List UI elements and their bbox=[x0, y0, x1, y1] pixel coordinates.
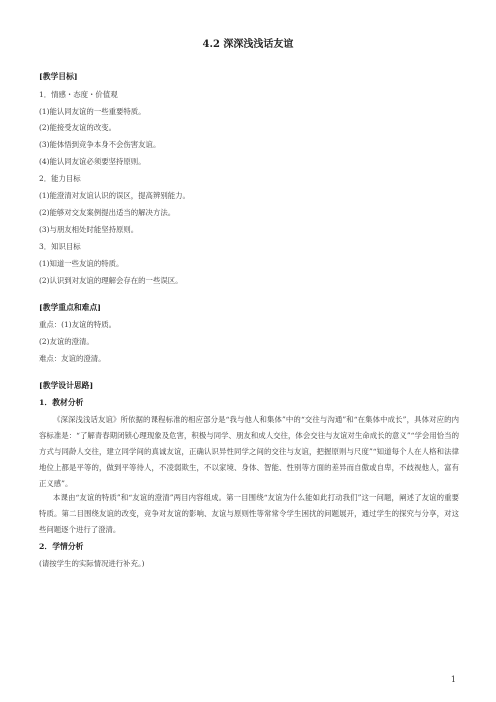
goal-1a: (1)能认同友谊的一些重要特质。 bbox=[39, 107, 146, 116]
goal-1b: (2)能接受友谊的改变。 bbox=[39, 123, 116, 132]
key-point-2: (2)友谊的澄清。 bbox=[39, 337, 94, 346]
paragraph-material-analysis: 《深深浅浅话友谊》所依据的课程标准的相应部分是“我与他人和集体”中的“交往与沟通”和“在集体中成长”，具体对应的内容标准是：“了解青春期闭锁心理现象及危害，积极与同学、朋友和成人交往，体会交往与友谊对生命成长的意义”“学会用恰当的方式与同龄人交往，建立同学间的真诚友谊，正确认识异性同学之间的交往与友谊，把握原则与尺度”“知道每个人在人格和法律地位上都是平等的，做到平等待人，不凌弱欺生，不以家境、身体、智能、性别等方面的差异而自傲或自卑，不歧视他人，富有正义感”。 bbox=[39, 415, 459, 488]
key-point-3: 难点：友谊的澄清。 bbox=[39, 354, 106, 363]
goal-1d: (4)能认同友谊必须要坚持原则。 bbox=[39, 157, 146, 166]
goal-2: 2．能力目标 bbox=[39, 174, 81, 183]
goal-3a: (1)知道一些友谊的特质。 bbox=[39, 259, 124, 268]
goal-2a: (1)能澄清对友谊认识的误区，提高辨别能力。 bbox=[39, 191, 190, 200]
goal-3b: (2)认识到对友谊的理解会存在的一些误区。 bbox=[39, 276, 183, 285]
goal-1: 1．情感・态度・价值观 bbox=[39, 90, 118, 99]
key-point-1: 重点：(1)友谊的特质。 bbox=[39, 320, 116, 329]
page-number: 1 bbox=[450, 675, 456, 684]
goal-2c: (3)与朋友相处时能坚持原则。 bbox=[39, 225, 139, 234]
student-analysis-note: (请按学生的实际情况进行补充。) bbox=[39, 559, 145, 568]
goal-2b: (2)能够对交友案例提出适当的解决方法。 bbox=[39, 208, 176, 217]
goal-3: 3．知识目标 bbox=[39, 242, 81, 251]
document-title: 4.2 深深浅浅话友谊 bbox=[202, 39, 294, 50]
section-heading-goals: [教学目标] bbox=[39, 72, 78, 81]
goal-1c: (3)能体悟到竞争本身不会伤害友谊。 bbox=[39, 140, 161, 149]
section-heading-key-points: [教学重点和难点] bbox=[39, 303, 101, 312]
section-heading-design: [教学设计思路] bbox=[39, 381, 94, 390]
subheading-student-analysis: 2．学情分析 bbox=[39, 542, 84, 551]
paragraph-content-overview: 本课由“友谊的特质”和“友谊的澄清”两目内容组成。第一目围绕“友谊为什么能如此打动我们”这一问题，阐述了友谊的重要特质。第二目围绕友谊的改变，竞争对友谊的影响、友谊与原则性等常常令学生困扰的问题展开，通过学生的探究与分享，对这些问题逐个进行了澄清。 bbox=[39, 493, 459, 534]
subheading-material-analysis: 1．教材分析 bbox=[39, 398, 84, 407]
